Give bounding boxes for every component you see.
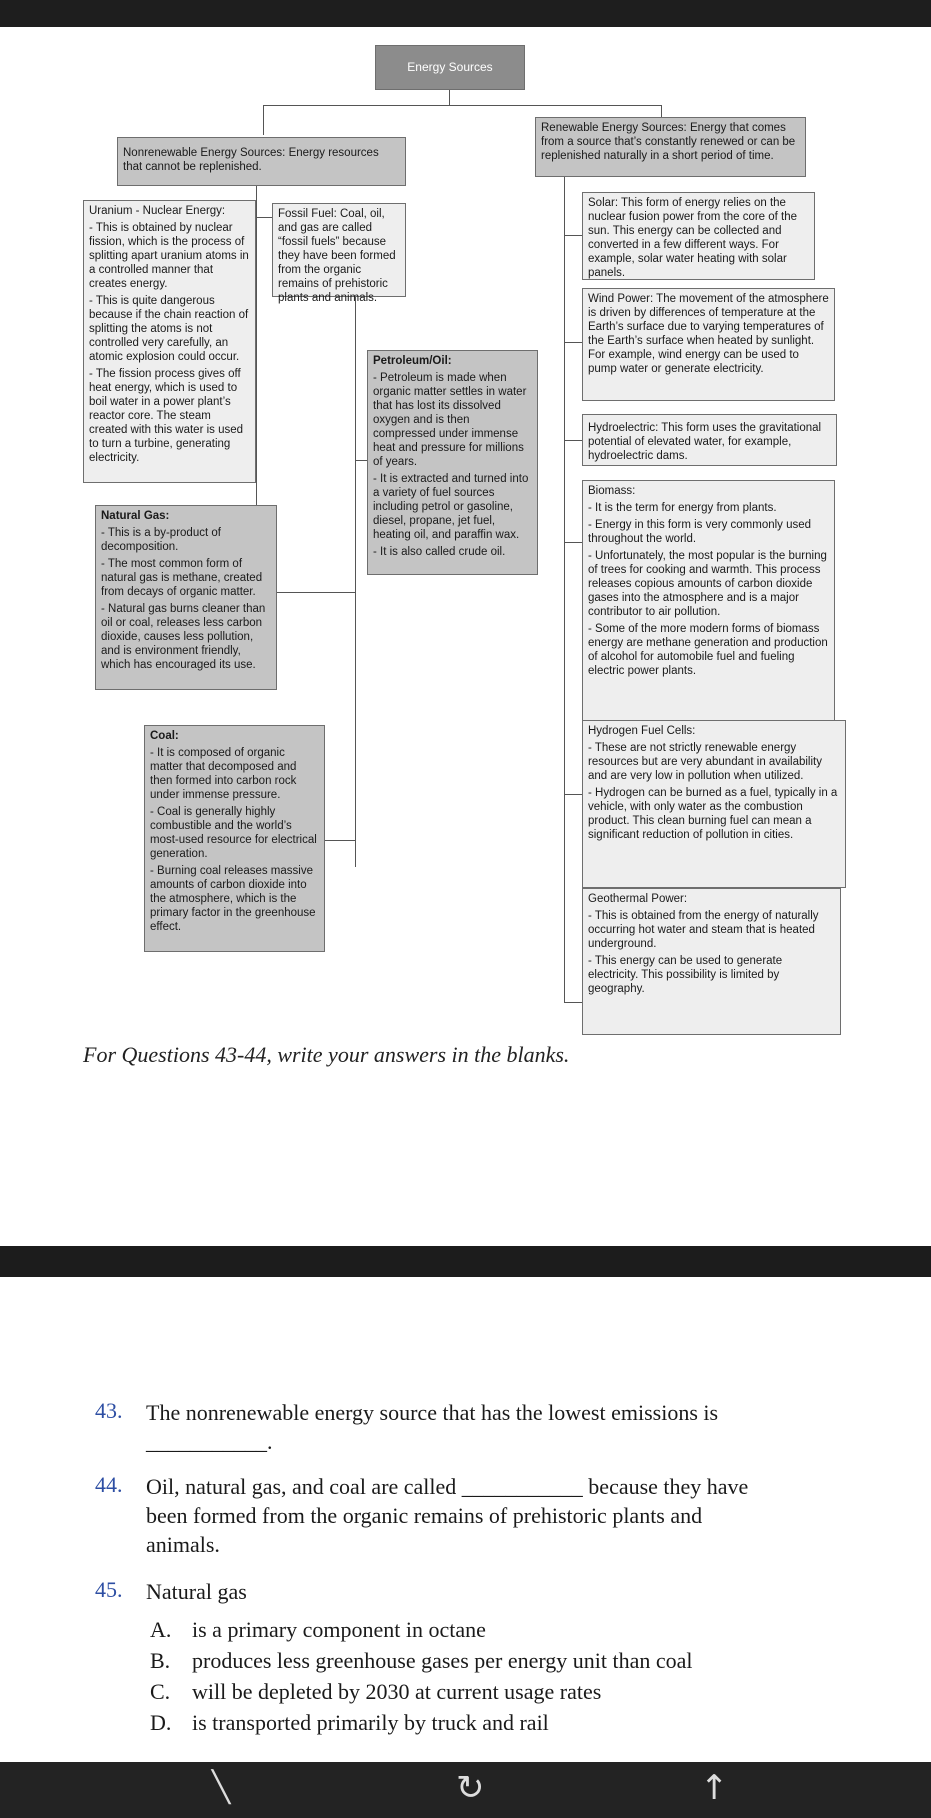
natural-gas-point: - The most common form of natural gas is methane, created from decays of organic matter. <box>101 558 263 598</box>
option-text: is a primary component in octane <box>192 1617 486 1642</box>
question-line: been formed from the organic remains of prehistoric plants and <box>146 1503 703 1528</box>
solar-box: Solar: This form of energy relies on the nuclear fusion power from the core of the sun. This energy can be collected and converted in a few different ways. For example, solar water heating with solar panels. <box>582 192 815 280</box>
petroleum-point: - Petroleum is made when organic matter settles in water that has lost its dissolved oxygen and is then compressed under immense heat and pressure for millions of years. <box>373 372 527 468</box>
petroleum-title: Petroleum/Oil: <box>373 355 452 367</box>
solar-link <box>564 235 582 236</box>
option-letter: D. <box>150 1710 172 1735</box>
uranium-title: Uranium - Nuclear Energy: <box>89 205 226 217</box>
option-text: is transported primarily by truck and rail <box>192 1710 549 1735</box>
geothermal-point: - This energy can be used to generate electricity. This possibility is limited by geography. <box>588 955 783 995</box>
option-text: produces less greenhouse gases per energy unit than coal <box>192 1648 693 1673</box>
coal-point: - Burning coal releases massive amounts of carbon dioxide into the atmosphere, which is the primary factor in the greenhouse effect. <box>150 865 316 933</box>
nonrenewable-trunk <box>256 185 257 545</box>
uranium-point: - This is quite dangerous because if the chain reaction of splitting the atoms is not controlled very carefully, an atomic explosion could occur. <box>89 295 249 363</box>
natural-gas-link <box>277 592 355 593</box>
hydrogen-box <box>582 720 846 888</box>
question-43 <box>146 1398 718 1456</box>
natural-gas-box <box>95 505 277 690</box>
hydroelectric-box: Hydroelectric: This form uses the gravitational potential of elevated water, for example, hydroelectric dams. <box>582 414 837 466</box>
page-divider-bar <box>0 1246 931 1277</box>
question-44 <box>146 1472 748 1559</box>
question-line: animals. <box>146 1532 220 1557</box>
natural-gas-point: - Natural gas burns cleaner than oil or coal, releases less carbon dioxide, causes less pollution, and is environment friendly, which has encouraged its use. <box>101 603 266 671</box>
hydrogen-title: Hydrogen Fuel Cells: <box>588 725 696 737</box>
biomass-title: Biomass: <box>588 485 636 497</box>
fossil-trunk <box>355 297 356 867</box>
natural-gas-point: - This is a by-product of decomposition. <box>101 527 221 553</box>
biomass-point: - Energy in this form is very commonly used throughout the world. <box>588 519 812 545</box>
option-letter: B. <box>150 1648 171 1673</box>
energy-sources-diagram <box>0 27 931 1027</box>
petroleum-point: - It is also called crude oil. <box>373 546 506 558</box>
fossil-fuel-box: Fossil Fuel: Coal, oil, and gas are called “fossil fuels” because they have been formed from the organic remains of prehistoric plants and animals. <box>272 203 406 297</box>
coal-box <box>144 725 325 952</box>
wind-link <box>564 342 582 343</box>
hydrogen-link <box>564 794 582 795</box>
question-line: The nonrenewable energy source that has the lowest emissions is <box>146 1400 719 1425</box>
wind-box: Wind Power: The movement of the atmosphere is driven by differences of temperature at the Earth’s surface due to varying temperatures of the Earth’s surface when heated by sunlight. For example, wind energy can be used to pump water or generate electricity. <box>582 288 835 401</box>
geothermal-link <box>564 1002 582 1003</box>
hydro-link <box>564 440 582 441</box>
natural-gas-title: Natural Gas: <box>101 510 170 522</box>
nonrenewable-header: Nonrenewable Energy Sources: Energy resources that cannot be replenished. <box>117 137 406 186</box>
up-arrow-icon[interactable]: ↑ <box>700 1768 729 1808</box>
petroleum-link <box>355 460 367 461</box>
answer-option-c[interactable] <box>150 1679 601 1705</box>
biomass-point: - Some of the more modern forms of biomass energy are methane generation and production of alcohol for automobile fuel and fueling electric power plants. <box>588 623 828 677</box>
root-branch-line <box>263 105 661 106</box>
option-text: will be depleted by 2030 at current usage rates <box>192 1679 602 1704</box>
question-blank: ___________. <box>146 1429 273 1454</box>
uranium-point: - This is obtained by nuclear fission, which is the process of splitting apart uranium atoms in a controlled manner that creates energy. <box>89 222 249 290</box>
answer-option-b[interactable] <box>150 1648 693 1674</box>
biomass-point: - It is the term for energy from plants. <box>588 502 777 514</box>
coal-title: Coal: <box>150 730 179 742</box>
hydrogen-point: - These are not strictly renewable energy resources but are very abundant in availability and are very low in pollution when utilized. <box>588 742 822 782</box>
option-letter: A. <box>150 1617 172 1642</box>
biomass-box <box>582 480 835 731</box>
question-number: 44. <box>95 1472 123 1497</box>
hydrogen-point: - Hydrogen can be burned as a fuel, typically in a vehicle, with only water as the combustion product. This clean burning fuel can mean a significant reduction of pollution in cities. <box>588 787 838 841</box>
question-45: Natural gas <box>146 1579 247 1604</box>
renewable-trunk <box>564 177 565 1003</box>
question-number: 43. <box>95 1398 123 1423</box>
uranium-box <box>83 200 256 483</box>
nonrenewable-connector <box>263 105 264 135</box>
geothermal-title: Geothermal Power: <box>588 893 688 905</box>
answer-option-d[interactable] <box>150 1710 549 1736</box>
root-box: Energy Sources <box>375 45 525 90</box>
coal-point: - Coal is generally highly combustible and the world’s most-used resource for electrical generation. <box>150 806 317 860</box>
petroleum-point: - It is extracted and turned into a variety of fuel sources including petrol or gasoline, diesel, propane, jet fuel, heating oil, and paraffin wax. <box>373 473 529 541</box>
root-connector <box>449 90 450 105</box>
question-line: Oil, natural gas, and coal are called ___________ because they have <box>146 1474 749 1499</box>
top-status-bar <box>0 0 931 27</box>
back-chevron-icon[interactable]: ╲ <box>212 1770 231 1805</box>
biomass-link <box>564 542 582 543</box>
geothermal-box <box>582 888 841 1035</box>
renewable-header: Renewable Energy Sources: Energy that comes from a source that’s constantly renewed or can be replenished naturally in a short period of time. <box>535 117 806 177</box>
geothermal-point: - This is obtained from the energy of naturally occurring hot water and steam that is heated underground. <box>588 910 819 950</box>
bottom-toolbar <box>0 1762 931 1818</box>
uranium-point: - The fission process gives off heat energy, which is used to boil water in a power plant’s reactor core. The steam created with this water is used to turn a turbine, generating electricity. <box>89 368 244 464</box>
instructions: For Questions 43-44, write your answers in the blanks. <box>83 1042 570 1067</box>
option-letter: C. <box>150 1679 171 1704</box>
question-number: 45. <box>95 1577 123 1602</box>
renewable-connector <box>661 105 662 117</box>
coal-point: - It is composed of organic matter that decomposed and then formed into carbon rock under immense pressure. <box>150 747 297 801</box>
petroleum-box <box>367 350 538 575</box>
rotate-icon[interactable]: ↻ <box>456 1768 485 1808</box>
coal-link <box>325 840 355 841</box>
answer-option-a[interactable] <box>150 1617 486 1643</box>
biomass-point: - Unfortunately, the most popular is the burning of trees for cooking and warmth. This process releases copious amounts of carbon dioxide gases into the atmosphere and is a major contributor to air pollution. <box>588 550 827 618</box>
